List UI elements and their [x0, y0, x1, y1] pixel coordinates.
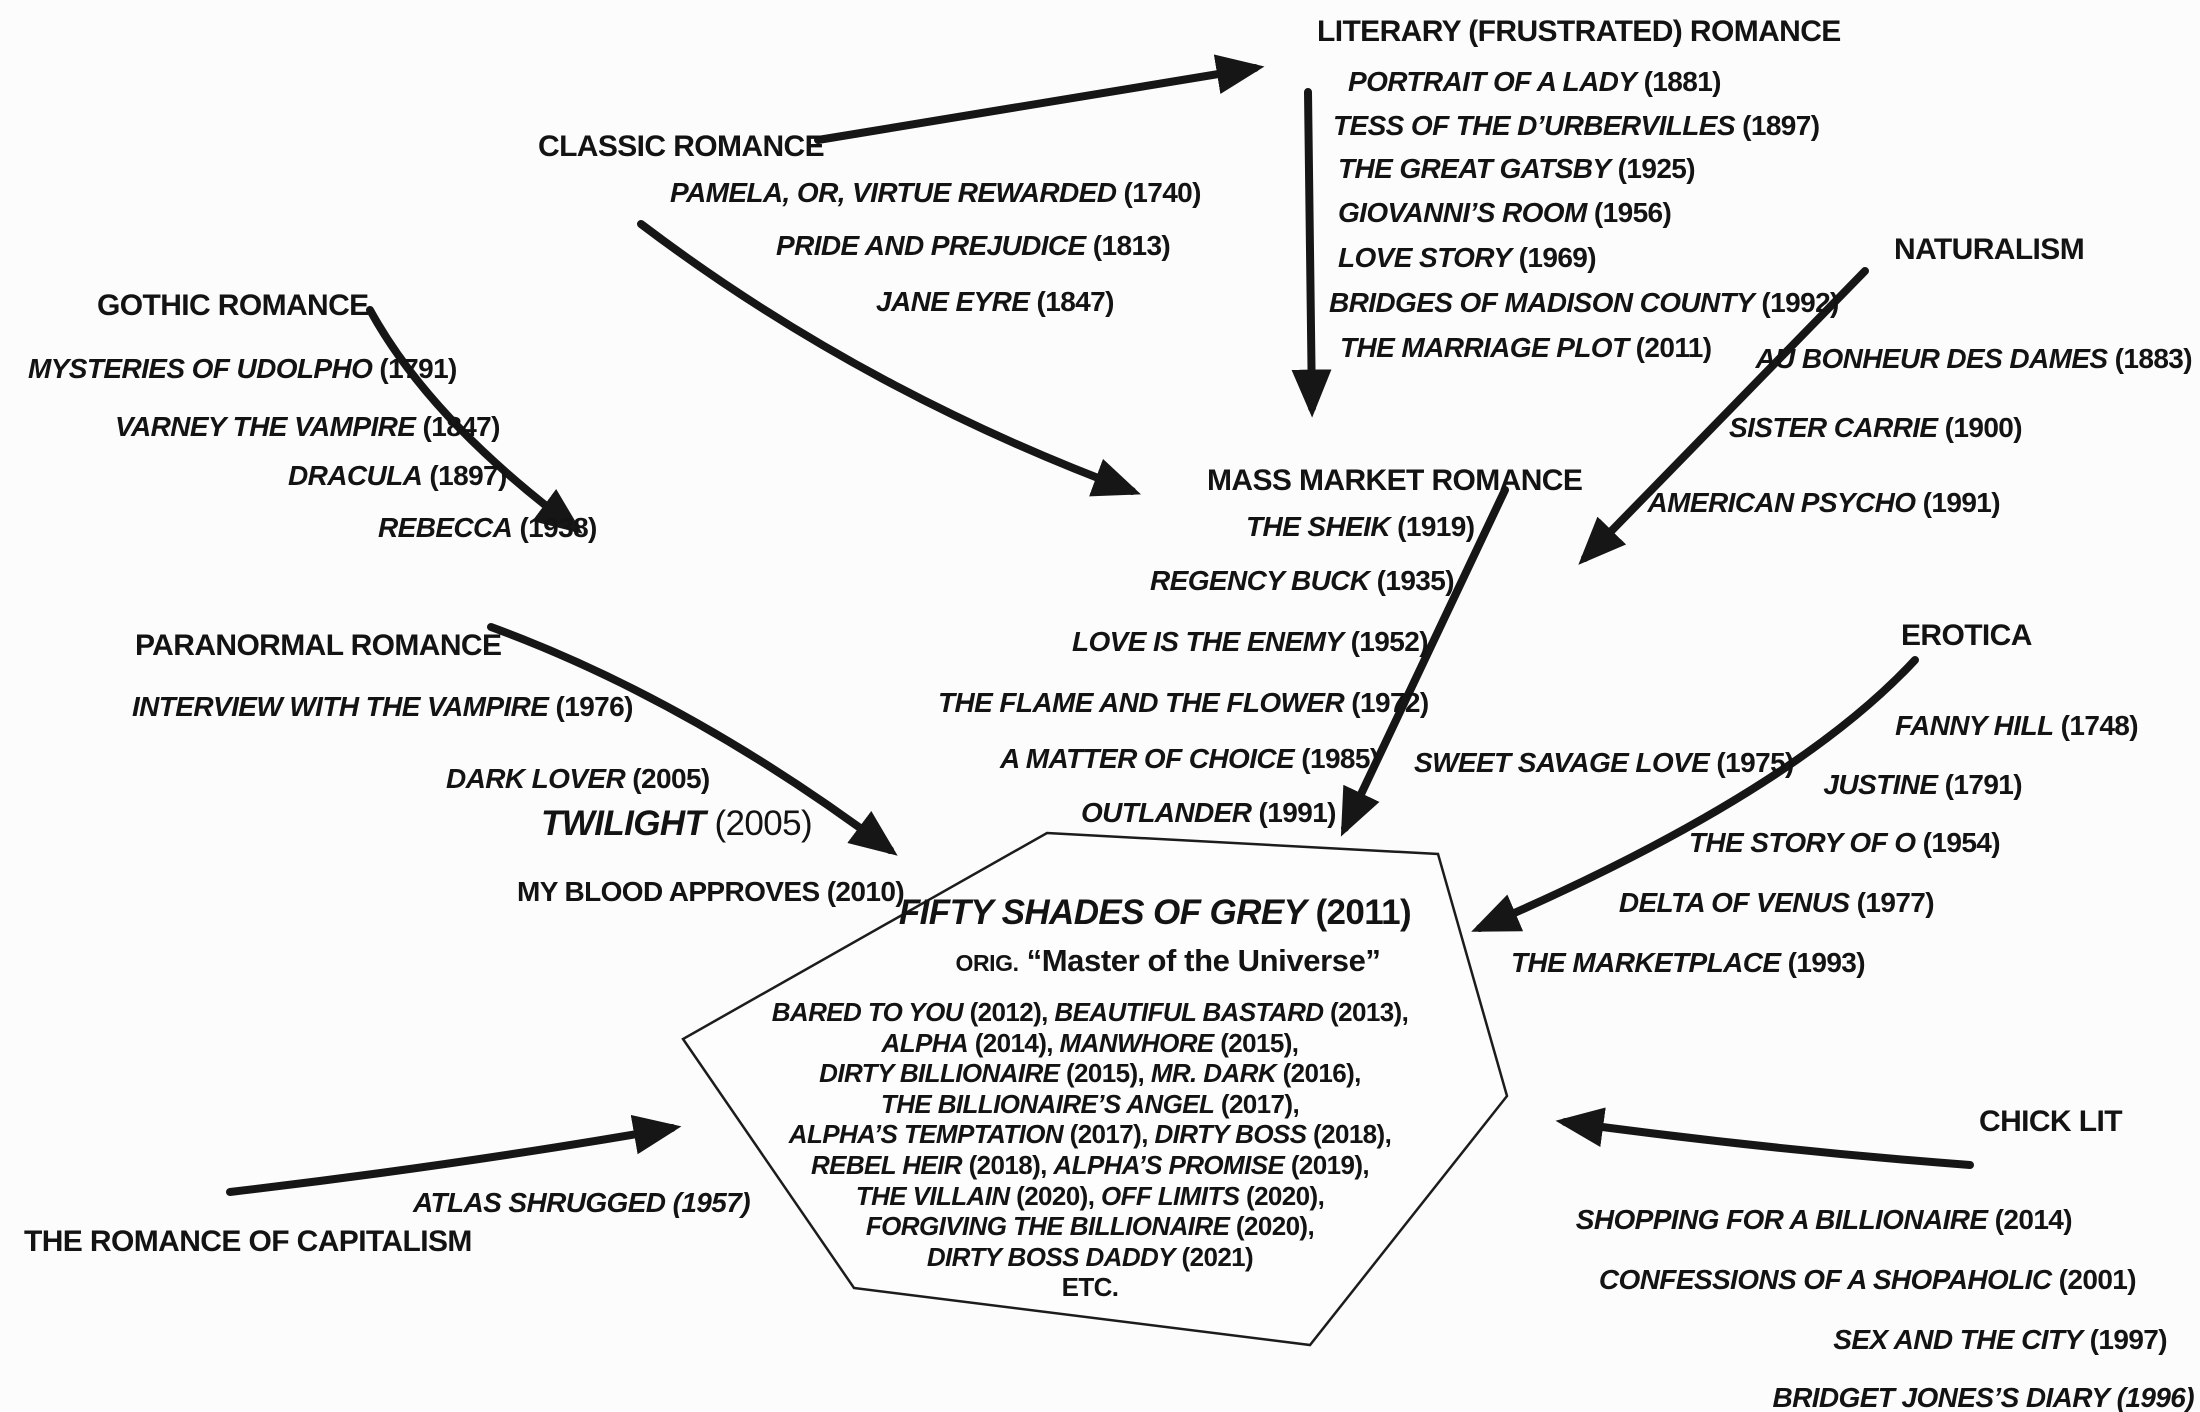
- book-title: THE SHEIK: [1246, 511, 1390, 542]
- hexagon-book-list: [772, 997, 1409, 1303]
- book-year: (1919): [1389, 511, 1475, 542]
- book-year: (1976): [548, 691, 633, 722]
- book-title: DARK LOVER: [446, 763, 626, 794]
- book-title: THE GREAT GATSBY: [1338, 153, 1611, 184]
- book-twilight: [541, 806, 812, 843]
- heading-the-romance-of-capitalism: THE ROMANCE OF CAPITALISM: [24, 1225, 472, 1258]
- heading-erotica: EROTICA: [1901, 619, 2032, 652]
- hexagon-book-line: FORGIVING THE BILLIONAIRE (2020),: [865, 1211, 1315, 1242]
- book-the-story-of-o: [1689, 828, 2000, 857]
- book-title: TESS OF THE D’URBERVILLES: [1333, 110, 1735, 141]
- book-confessions-of-a-shopaholic: [1599, 1265, 2136, 1294]
- hexagon-book-line: ALPHA (2014), MANWHORE (2015),: [881, 1027, 1299, 1058]
- book-year: (1847): [415, 411, 500, 442]
- book-year: (1952): [1343, 626, 1428, 657]
- book-interview-with-the-vampire: [132, 692, 633, 721]
- book-title: OUTLANDER: [1081, 797, 1252, 828]
- heading-gothic-romance: GOTHIC ROMANCE: [97, 289, 369, 322]
- book-year: (1938): [512, 512, 597, 543]
- book-shopping-for-a-billionaire: [1576, 1205, 2072, 1234]
- arrow-classic-to-mass-market: [641, 224, 1132, 491]
- heading-naturalism: NATURALISM: [1894, 233, 2085, 266]
- book-year: (1748): [2053, 710, 2138, 741]
- book-year: (1991): [1915, 487, 2000, 518]
- hexagon-book-line: DIRTY BOSS DADDY (2021): [926, 1241, 1254, 1272]
- book-year: (1740): [1116, 177, 1201, 208]
- book-year: (1997): [2082, 1324, 2167, 1355]
- book-year: (1791): [372, 353, 457, 384]
- book-atlas-shrugged: [413, 1188, 750, 1217]
- book-varney-the-vampire: [115, 412, 500, 441]
- book-title: VARNEY THE VAMPIRE: [115, 411, 416, 442]
- book-title: JANE EYRE: [876, 286, 1030, 317]
- book-title: REBECCA: [378, 512, 513, 543]
- hexagon-title-text: FIFTY SHADES OF GREY: [898, 893, 1307, 932]
- orig-prefix-label: ORIG.: [955, 950, 1019, 976]
- book-my-blood-approves: [517, 877, 904, 906]
- hexagon-book-line: THE BILLIONAIRE’S ANGEL (2017),: [880, 1088, 1300, 1119]
- book-pride-and-prejudice: [776, 231, 1170, 260]
- book-love-is-the-enemy: [1072, 627, 1428, 656]
- book-title: BRIDGES OF MADISON COUNTY: [1329, 287, 1755, 318]
- book-sweet-savage-love: [1414, 748, 1794, 777]
- book-title: INTERVIEW WITH THE VAMPIRE: [132, 691, 549, 722]
- book-dark-lover: [446, 764, 710, 793]
- book-pamela-or-virtue-rewarded: [670, 178, 1201, 207]
- heading-paranormal-romance: PARANORMAL ROMANCE: [135, 629, 502, 662]
- book-love-story: [1338, 243, 1596, 272]
- book-year: (2011): [1628, 332, 1712, 363]
- book-title: JUSTINE: [1823, 769, 1938, 800]
- book-title: THE MARKETPLACE: [1511, 947, 1781, 978]
- book-outlander: [1081, 798, 1336, 827]
- book-jane-eyre: [876, 287, 1114, 316]
- hexagon-title-year: (2011): [1315, 893, 1412, 932]
- book-the-marriage-plot: [1340, 333, 1711, 362]
- arrow-capitalism-to-hexagon: [230, 1128, 672, 1192]
- book-title: DRACULA: [288, 460, 423, 491]
- book-year: (2005): [705, 804, 813, 843]
- book-year: (1985): [1294, 743, 1379, 774]
- book-year: (1925): [1610, 153, 1696, 184]
- book-year: (1881): [1636, 66, 1721, 97]
- book-title: DELTA OF VENUS: [1618, 887, 1850, 918]
- book-delta-of-venus: [1619, 888, 1934, 917]
- book-year: (1991): [1251, 797, 1336, 828]
- hexagon-book-line: REBEL HEIR (2018), ALPHA’S PROMISE (2019),: [810, 1149, 1370, 1180]
- book-title: AU BONHEUR DES DAMES: [1755, 343, 2108, 374]
- book-title: TWILIGHT: [541, 804, 706, 843]
- book-title: PAMELA, OR, VIRTUE REWARDED: [670, 177, 1117, 208]
- heading-mass-market-romance: MASS MARKET ROMANCE: [1207, 464, 1583, 497]
- book-regency-buck: [1150, 566, 1454, 595]
- book-year: (1996): [2109, 1382, 2194, 1412]
- book-bridget-jones-s-diary: [1773, 1383, 2194, 1412]
- book-title: MYSTERIES OF UDOLPHO: [28, 353, 373, 384]
- hexagon-book-line: ETC.: [1061, 1272, 1119, 1303]
- book-title: MY BLOOD APPROVES: [517, 876, 820, 907]
- book-year: (1847): [1029, 286, 1114, 317]
- orig-quote-text: “Master of the Universe”: [1026, 943, 1381, 978]
- book-year: (1957): [665, 1187, 750, 1218]
- book-the-sheik: [1246, 512, 1474, 541]
- book-mysteries-of-udolpho: [28, 354, 457, 383]
- book-dracula: [288, 461, 507, 490]
- hexagon-title: [899, 893, 1411, 933]
- book-title: SEX AND THE CITY: [1833, 1324, 2083, 1355]
- book-a-matter-of-choice: [1000, 744, 1379, 773]
- hexagon-original-title: [955, 943, 1380, 979]
- book-year: (1956): [1586, 197, 1672, 228]
- book-year: (1897): [1734, 110, 1820, 141]
- book-title: AMERICAN PSYCHO: [1647, 487, 1916, 518]
- hexagon-book-line: THE VILLAIN (2020), OFF LIMITS (2020),: [855, 1180, 1325, 1211]
- book-the-flame-and-the-flower: [938, 688, 1429, 717]
- book-title: THE STORY OF O: [1688, 827, 1916, 858]
- book-year: (1954): [1915, 827, 2000, 858]
- book-title: BRIDGET JONES’S DIARY: [1772, 1382, 2110, 1412]
- book-giovanni-s-room: [1338, 198, 1671, 227]
- book-sex-and-the-city: [1833, 1325, 2167, 1354]
- book-year: (1935): [1369, 565, 1454, 596]
- book-year: (1897): [422, 460, 507, 491]
- book-year: (1883): [2107, 343, 2192, 374]
- book-year: (1972): [1344, 687, 1429, 718]
- heading-literary-frustrated-romance: LITERARY (FRUSTRATED) ROMANCE: [1317, 15, 1841, 48]
- book-year: (1813): [1085, 230, 1171, 261]
- book-tess-of-the-d-urbervilles: [1333, 111, 1819, 140]
- heading-chick-lit: CHICK LIT: [1979, 1105, 2122, 1138]
- book-year: (2014): [1987, 1204, 2072, 1235]
- book-fanny-hill: [1895, 711, 2138, 740]
- book-title: THE FLAME AND THE FLOWER: [938, 687, 1345, 718]
- book-year: (1992): [1754, 287, 1839, 318]
- hexagon-book-line: ALPHA’S TEMPTATION (2017), DIRTY BOSS (2018),: [788, 1119, 1392, 1150]
- arrow-literary-to-mass-market: [1308, 92, 1312, 408]
- book-the-great-gatsby: [1338, 154, 1695, 183]
- book-year: (1969): [1511, 242, 1596, 273]
- book-title: LOVE STORY: [1338, 242, 1512, 273]
- book-title: PRIDE AND PREJUDICE: [776, 230, 1086, 261]
- book-title: THE MARRIAGE PLOT: [1340, 332, 1629, 363]
- book-title: LOVE IS THE ENEMY: [1072, 626, 1344, 657]
- book-title: FANNY HILL: [1895, 710, 2054, 741]
- book-title: PORTRAIT OF A LADY: [1348, 66, 1637, 97]
- book-au-bonheur-des-dames: [1755, 344, 2192, 373]
- book-justine: [1823, 770, 2022, 799]
- book-year: (2005): [625, 763, 710, 794]
- book-the-marketplace: [1511, 948, 1865, 977]
- book-year: (1900): [1937, 412, 2022, 443]
- book-bridges-of-madison-county: [1329, 288, 1839, 317]
- book-year: (1975): [1709, 747, 1794, 778]
- arrow-chick-lit-to-hexagon: [1565, 1122, 1970, 1165]
- book-title: SISTER CARRIE: [1729, 412, 1938, 443]
- book-title: SHOPPING FOR A BILLIONAIRE: [1575, 1204, 1988, 1235]
- book-year: (1977): [1849, 887, 1934, 918]
- arrow-classic-to-literary: [818, 68, 1255, 140]
- hexagon-book-line: BARED TO YOU (2012), BEAUTIFUL BASTARD (2013),: [771, 997, 1409, 1027]
- book-title: A MATTER OF CHOICE: [1000, 743, 1295, 774]
- book-american-psycho: [1648, 488, 2000, 517]
- book-sister-carrie: [1729, 413, 2022, 442]
- heading-classic-romance: CLASSIC ROMANCE: [538, 130, 825, 163]
- hexagon-book-line: DIRTY BILLIONAIRE (2015), MR. DARK (2016),: [819, 1058, 1361, 1089]
- book-title: CONFESSIONS OF A SHOPAHOLIC: [1598, 1264, 2052, 1295]
- book-title: REGENCY BUCK: [1150, 565, 1370, 596]
- book-year: (1791): [1937, 769, 2022, 800]
- book-rebecca: [378, 513, 597, 542]
- book-year: (2010): [819, 876, 905, 907]
- book-year: (1993): [1780, 947, 1865, 978]
- book-title: SWEET SAVAGE LOVE: [1414, 747, 1710, 778]
- book-title: GIOVANNI’S ROOM: [1338, 197, 1587, 228]
- book-portrait-of-a-lady: [1348, 67, 1721, 96]
- book-year: (2001): [2051, 1264, 2136, 1295]
- book-title: ATLAS SHRUGGED: [413, 1187, 666, 1218]
